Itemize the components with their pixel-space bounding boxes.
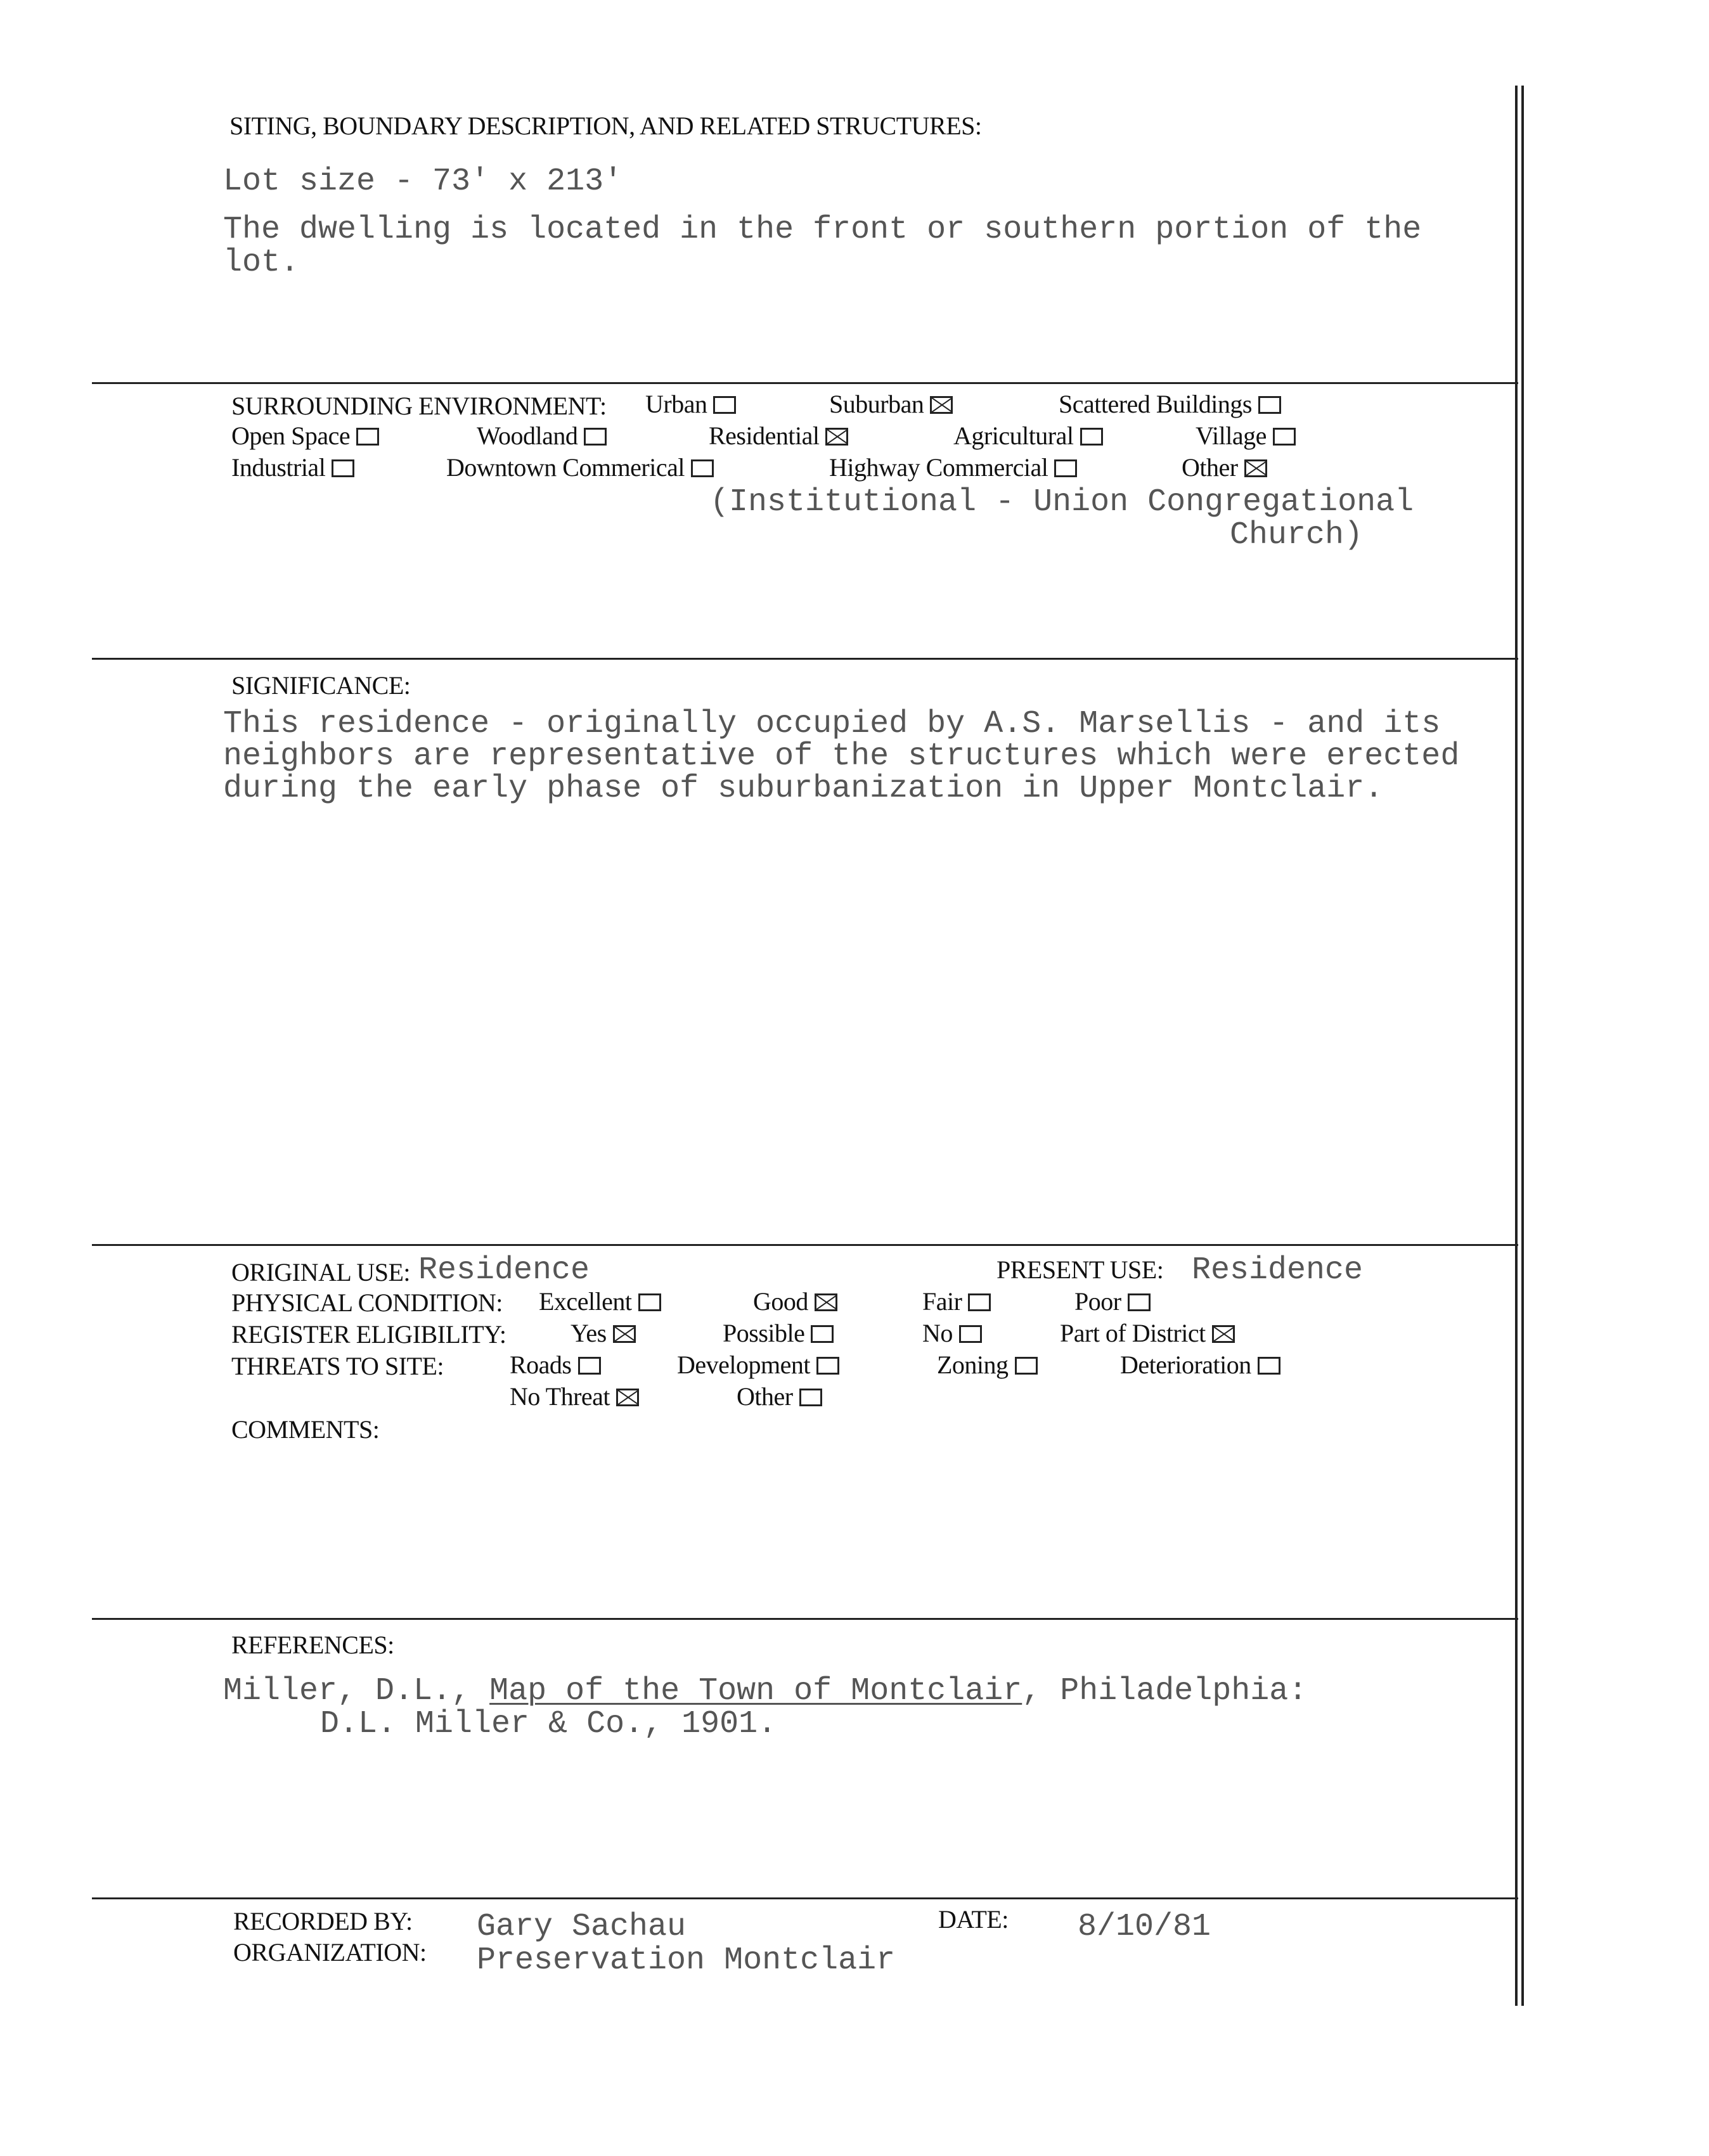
original-use-value: Residence <box>418 1252 590 1288</box>
condition-poor-option[interactable]: Poor <box>1074 1287 1151 1316</box>
threat-zoning-option[interactable]: Zoning <box>937 1350 1038 1380</box>
significance-line-3: during the early phase of suburbanization in Upper Montclair. <box>223 771 1384 807</box>
checkbox-other[interactable] <box>1244 459 1267 477</box>
reference-title: Map of the Town of Montclair <box>489 1673 1022 1709</box>
eligibility-yes-option[interactable]: Yes <box>571 1318 636 1348</box>
checkbox-agricultural[interactable] <box>1080 428 1103 446</box>
environment-note-line-1: (Institutional - Union Congregational <box>710 484 1414 520</box>
env-industrial-option[interactable]: Industrial <box>231 452 354 482</box>
checkbox-good[interactable] <box>815 1293 837 1311</box>
env-urban-option[interactable]: Urban <box>645 389 736 419</box>
lot-size-text: Lot size - 73' x 213' <box>223 164 623 200</box>
checkbox-development[interactable] <box>816 1357 839 1375</box>
divider-references <box>92 1897 1518 1899</box>
threat-other-option[interactable]: Other <box>737 1382 822 1411</box>
date-label: DATE: <box>938 1905 1009 1934</box>
checkbox-part-of-district[interactable] <box>1212 1325 1235 1343</box>
env-woodland-option[interactable]: Woodland <box>477 421 607 451</box>
checkbox-downtown-commercial[interactable] <box>691 459 714 477</box>
checkbox-residential[interactable] <box>825 428 848 446</box>
eligibility-no-option[interactable]: No <box>922 1318 982 1348</box>
eligibility-label: REGISTER ELIGIBILITY: <box>231 1320 506 1349</box>
checkbox-zoning[interactable] <box>1015 1357 1038 1375</box>
organization-value: Preservation Montclair <box>477 1942 896 1979</box>
date-value: 8/10/81 <box>1078 1909 1211 1945</box>
checkbox-threat-other[interactable] <box>799 1389 822 1406</box>
condition-excellent-option[interactable]: Excellent <box>539 1287 661 1316</box>
checkbox-excellent[interactable] <box>638 1293 661 1311</box>
siting-line-1: The dwelling is located in the front or southern portion of the <box>223 212 1422 248</box>
right-border-inner <box>1521 86 1524 2006</box>
present-use-label: PRESENT USE: <box>996 1255 1164 1284</box>
recorded-by-value: Gary Sachau <box>477 1909 687 1945</box>
env-open-space-option[interactable]: Open Space <box>231 421 379 451</box>
checkbox-no-threat[interactable] <box>616 1389 639 1406</box>
recorded-by-label: RECORDED BY: <box>233 1907 413 1935</box>
checkbox-roads[interactable] <box>578 1357 601 1375</box>
divider-significance <box>92 1244 1518 1246</box>
checkbox-deterioration[interactable] <box>1258 1357 1280 1375</box>
checkbox-possible[interactable] <box>811 1325 834 1343</box>
reference-line-1 <box>223 1673 1307 1709</box>
original-use-label: ORIGINAL USE: <box>231 1258 410 1287</box>
env-highway-option[interactable]: Highway Commercial <box>829 452 1077 482</box>
env-residential-option[interactable]: Residential <box>709 421 848 451</box>
env-suburban-option[interactable]: Suburban <box>829 389 953 419</box>
threats-label: THREATS TO SITE: <box>231 1352 444 1380</box>
present-use-value: Residence <box>1192 1252 1364 1288</box>
checkbox-suburban[interactable] <box>930 396 953 414</box>
condition-fair-option[interactable]: Fair <box>922 1287 991 1316</box>
comments-label: COMMENTS: <box>231 1415 380 1444</box>
checkbox-yes[interactable] <box>613 1325 636 1343</box>
right-border-outer <box>1515 86 1518 2006</box>
checkbox-open-space[interactable] <box>356 428 379 446</box>
environment-heading: SURROUNDING ENVIRONMENT: <box>231 392 607 420</box>
env-scattered-option[interactable]: Scattered Buildings <box>1059 389 1281 419</box>
checkbox-poor[interactable] <box>1128 1293 1151 1311</box>
reference-place: , Philadelphia: <box>1022 1673 1308 1709</box>
siting-heading: SITING, BOUNDARY DESCRIPTION, AND RELATED STRUCTURES: <box>229 112 982 140</box>
checkbox-no[interactable] <box>959 1325 982 1343</box>
checkbox-urban[interactable] <box>713 396 736 414</box>
reference-line-2: D.L. Miller & Co., 1901. <box>320 1706 777 1742</box>
env-agricultural-option[interactable]: Agricultural <box>953 421 1103 451</box>
divider-siting <box>92 382 1518 384</box>
significance-line-1: This residence - originally occupied by A.S. Marsellis - and its <box>223 706 1441 742</box>
eligibility-district-option[interactable]: Part of District <box>1060 1318 1235 1348</box>
threat-none-option[interactable]: No Threat <box>510 1382 639 1411</box>
threat-development-option[interactable]: Development <box>677 1350 839 1380</box>
checkbox-woodland[interactable] <box>584 428 607 446</box>
condition-label: PHYSICAL CONDITION: <box>231 1288 503 1317</box>
eligibility-possible-option[interactable]: Possible <box>723 1318 834 1348</box>
reference-author: Miller, D.L., <box>223 1673 471 1709</box>
threat-deterioration-option[interactable]: Deterioration <box>1120 1350 1280 1380</box>
significance-line-2: neighbors are representative of the structures which were erected <box>223 738 1460 774</box>
condition-good-option[interactable]: Good <box>753 1287 837 1316</box>
checkbox-highway-commercial[interactable] <box>1054 459 1077 477</box>
checkbox-fair[interactable] <box>968 1293 991 1311</box>
checkbox-industrial[interactable] <box>332 459 354 477</box>
siting-line-2: lot. <box>223 245 300 281</box>
env-other-option[interactable]: Other <box>1182 452 1267 482</box>
checkbox-village[interactable] <box>1273 428 1296 446</box>
environment-note-line-2: Church) <box>1230 517 1364 553</box>
env-downtown-option[interactable]: Downtown Commerical <box>446 452 714 482</box>
threat-roads-option[interactable]: Roads <box>510 1350 601 1380</box>
significance-heading: SIGNIFICANCE: <box>231 671 411 700</box>
checkbox-scattered-buildings[interactable] <box>1258 396 1281 414</box>
env-village-option[interactable]: Village <box>1196 421 1296 451</box>
divider-environment <box>92 658 1518 660</box>
organization-label: ORGANIZATION: <box>233 1938 427 1967</box>
references-heading: REFERENCES: <box>231 1631 394 1659</box>
divider-use <box>92 1618 1518 1620</box>
